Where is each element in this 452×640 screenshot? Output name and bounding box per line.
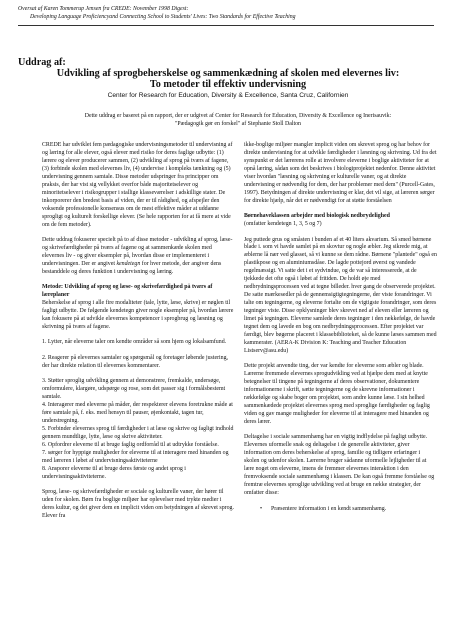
left-paragraph-1: CREDE har udviklet fem pædagogiske undervisningsmetoder til undervisning af og læring for alle elever, også elever med risiko for deres faglige udbytte: (1) lærere og elever producerer sammen, (2) udvikling af sprog på tværs af fagene, (3) forbinde skolen med elevernes liv, (4) undervise i kompleks tænkning og (5) undervisning gennem samtale. Disse metoder udspringer fra principper om praksis, der har vist sig vellykket overfor både majoritetselever og minoritetselever i risikogrupper i stallige klasseværelser i adskillige stater. De inkorporerer den bredest basis af viden, der er til rådighed, og afspejler den voksende professionelle konsensus om de mest effektive måder at uddanne sprogligt og kulturelt forskellige elever. (Se hele rapporten for at få mere at vide om de fem metoder). bbox=[42, 142, 233, 228]
title-org: Center for Research for Education, Diversity & Excellence, Santa Cruz, Californien bbox=[107, 92, 349, 99]
right-paragraph-3: Dette projekt anvendte ting, der var kendte for eleverne som æbler og blade. Lærerne fremmede elevernes sprogudvikling ved at hjælpe dem med at knytte betegnelser til tingene på tegningerne af deres observationer, dokumentere informationerne i skrift, sætte tegningerne og de skrevne informationer i rækkefølge og skabe boger om projektet, som andre kunne læse. I sin helhed sammenkædede projektet elevernes sprog med sproglige færdigheder og faglig viden og gav mange muligheder for eleverne til at interagere med hinanden og deres lærer. bbox=[244, 363, 430, 425]
title-main: Udvikling af sprogbeherskelse og sammenkædning af skolen med elevernes liv: bbox=[56, 68, 400, 79]
list-item: 8. Ansporer eleverne til at bruge deres første og andet sprog i undervisningsaktiviteterne. bbox=[42, 465, 186, 480]
left-paragraph-3: Beherskelse af sprog i alle fire modaliteter (tale, lytte, læse, skrive) er nøglen til fagligt udbytte. De følgende kendetegn giver nogle eksempler på, hvordan lærere kan fokusere på at udvikle elevernes kompetencer i sprogbrug og læsning og skrivning på tværs af fagene. bbox=[42, 300, 234, 331]
left-paragraph-2 bbox=[42, 237, 235, 277]
intro-line-2: "Pædagogik gør en forskel" af Stephanie Stoll Dalton bbox=[174, 121, 302, 127]
list-item: 1. Lytter, når eleverne taler om kendte områder så som hjem og lokalsamfund. bbox=[42, 339, 227, 346]
right-paragraph-2: Jeg puttede grus og småsten i bunden af et 40 liters akvarium. Så smed børnene blade i. som vi havde samlet på en skovtur og nogle æbler. Jeg sikrede mig, at æblerne lå nær ved glasset, så vi kunne se dem rådne. Børnene "plantede" også en plastikpose og en aluminiumsdåse. De lagde pottejord øverst og vandede regelmæssigt. Vi satte det i et sydvindue, og de var så interesserede, at de tjekkede det ofte også i løbet af fritiden. De holdt øje med nedbrydningsprocessen ved at tegne billeder. hver gang de observerede projektet. De satte mærkesedler på de gennemsigtigtegningerne, der viste forandringer. Vi talte om tegningerne, og eleverne fortalte om de vigtigste forandringer, som deres tegninger viste. Disse opklysninger blev skrevet ned af eleven eller læreren og limet på tegningen. Eleverne samlede deres tegninger i den rækkefølge, de havde tegnet dem og lavede en bog om nedbrydningsprocessen. Efter projektet var færdigt, blev bøgerne placeret i klassebiblioteket, så de kunne læses sammen med kammerater. (AERA-K Division K: Teaching and Teacher Education Listserv@asu.edu) bbox=[244, 236, 437, 354]
list-item: 7. sørger for hyppige muligheder for eleverne til at interagere med hinanden og med læreren i løbet af undervisningsaktiviteterne bbox=[42, 449, 229, 464]
list-item: 6. Opfordrer eleverne til at bruge faglig ordforråd til at udtrykke forståelse. bbox=[42, 441, 219, 448]
header-rule bbox=[18, 25, 434, 26]
right-heading-1: Børnehaveklassen arbejder med biologisk nedbrydelighed bbox=[244, 213, 390, 220]
left-paragraph-2-italic: kendetegn bbox=[116, 260, 141, 267]
header-line-2: Developing Language Proficiencyand Connecting School to Students' Lives: Two Standards for Effective Teaching bbox=[30, 14, 296, 20]
title-pre: Uddrag af: bbox=[18, 57, 66, 68]
title-block bbox=[18, 57, 438, 100]
right-paragraph-1: ikke-boglige miljøer mangler implicit viden om skrevet sprog og har behov for direkte undervisning for at udvikle færdigheder i læsning og skrivning. Ud fra det synspunkt er det lærerens rolle at involvere eleverne i boglige aktiviteter for at opnå læring, sådan som det beskrives i biologiprojektet nedenfor. Denne aktivitet viser hvordan "læsning og skrivning er kulturelle vaner, og at direkte undervisning er nødvendig for dem, der har problemer med dem" (Purcell-Gates, 1997). Betydningen af direkte undervisning er klar, det vil sige, at læreren sørger for direkte hjælp, når det er nødvendigt for at støtte forståelsen bbox=[244, 142, 437, 204]
left-paragraph-2-b: for hver metode, der angiver dens bestanddele og deres funktion i undervisning og læring. bbox=[42, 260, 222, 275]
right-column bbox=[244, 142, 437, 514]
left-column bbox=[42, 142, 235, 529]
page-header bbox=[18, 5, 438, 21]
header-line-1: Oversat af Karen Tommerup Jensen fra CREDE: November 1998 Digest: bbox=[18, 6, 189, 12]
title-sub: To metoder til effektiv undervisning bbox=[149, 79, 307, 90]
intro-line-1: Dette uddrag er baseret på en rapport, der er udgivet af Center for Research for Education, Diversity & Excellence og Inerisauvik: bbox=[84, 113, 392, 119]
intro-note bbox=[48, 112, 428, 128]
left-paragraph-4: Sprog, læse- og skrivefærdigheder er sociale og kulturelle vaner, der hører til uden for skolen. Børn fra boglige miljøer har oplevelser med trykte medier i deres kultur, og det giver dem en implicit viden om betydningen af skrevet sprog. Elever fra bbox=[42, 489, 234, 520]
bullet-item bbox=[244, 506, 437, 514]
list-item: 2. Reagerer på elevernes samtaler og spørgsmål og foretager løbende justering, der har direkte relation til elevernes kommentarer. bbox=[42, 354, 229, 369]
list-item: 3. Støtter sproglig udvikling gennem at demonstrere, fremkalde, undersøge, omformulere, klargøre, udspørge og rose, som det passer sig i formålsbestemt samtale. bbox=[42, 378, 226, 401]
bullet-text: Præsentere information i en kendt sammenhæng. bbox=[271, 505, 387, 512]
left-paragraph-2-a: Dette uddrag fokuserer specielt på to af disse metoder - udvikling af sprog, læse- og skrivefærdigheder på tværs af fagene og at sammenkæde skolen med elevernes liv - og giver eksempler på, hvordan disse er implementeret i undervisningen. Der er angivet bbox=[42, 236, 233, 267]
right-heading-1-sub: (omfatter kendetegn 1, 3, 5 og 7) bbox=[244, 221, 322, 228]
right-paragraph-4: Deltagelse i sociale sammenhæng har en vigtig indflydelse på fagligt udbytte. Elevernes uformelle snak og deltagelse i de generelle aktiviteter, giver information om deres beherskelse af sprog, familie og tidligere erfaringer i skolen og udenfor skolen. Lærerne bruger sådanne uformelle lejligheder til at lære noget om eleverne, imens de fremmer elevernes interaktion i den fremvoksende sociale sammenhæng i klassen. De kan også fremme forståelse og fremtræ elevernes sproglige udvikling ved at bruge en række strategier, der omfatter disse: bbox=[244, 434, 435, 497]
list-item: 4. Interagerer med eleverne på måder, der respekterer elevens foretrukne måde at føre samtale på, f. eks. med hensyn til pauser, øjenkontakt, tagen tur, understregning. bbox=[42, 402, 233, 425]
left-heading-1: Metode: Udvikling af sprog og læse- og skrivefærdighed på tværs af læreplaner bbox=[42, 284, 213, 299]
list-item: 5. Forbinder elevernes sprog til færdigheder i at læse og skrive og fagligt indhold gennem mundtlige, lytte, læse og skrive aktiviteter. bbox=[42, 426, 234, 440]
bullet-icon: • bbox=[259, 505, 263, 512]
